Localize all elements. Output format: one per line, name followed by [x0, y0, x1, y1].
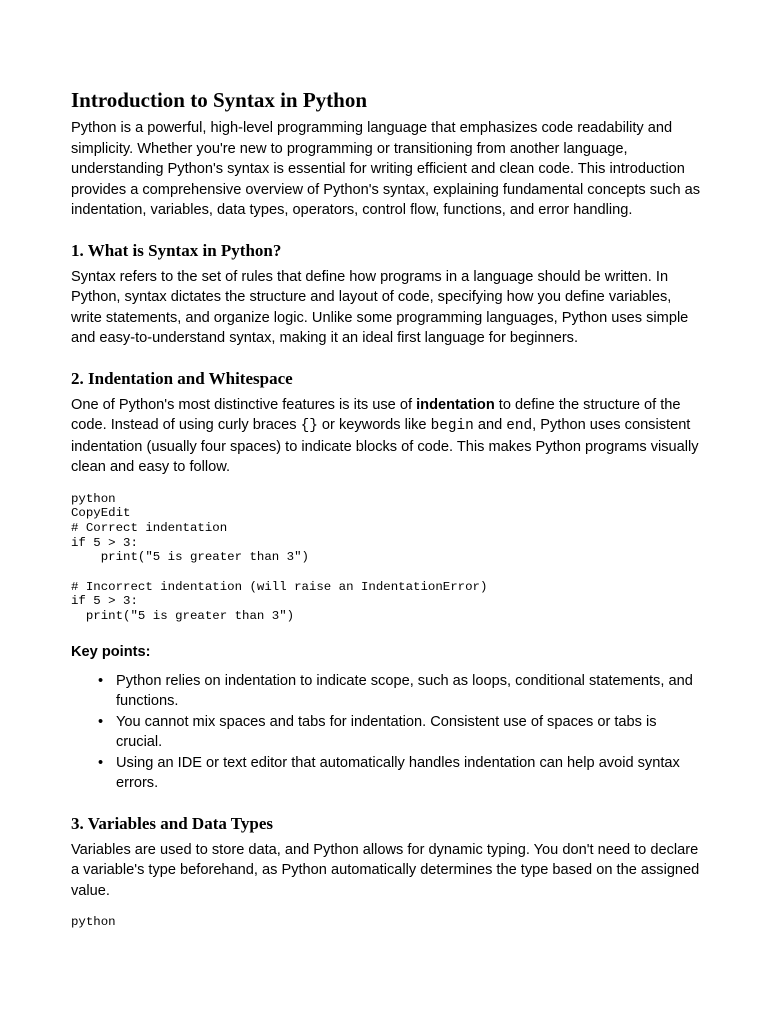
intro-paragraph: Python is a powerful, high-level programming language that emphasizes code readability and simplicity. Whether you're new to programming or transitioning from another language, understanding Python's syntax is essential for writing efficient and clean code. This introduction provides a comprehensive overview of Python's syntax, explaining fundamental concepts such as indentation, variables, data types, operators, control flow, functions, and error handling. [71, 120, 701, 218]
section-2-text-3: or keywords like [317, 417, 431, 433]
indentation-code-block: python CopyEdit # Correct indentation if 5 > 3: print("5 is greater than 3") # Incorrect indentation (will raise an IndentationError) if 5 > 3: print("5 is greater than 3") [71, 491, 488, 624]
section-1-body: Syntax refers to the set of rules that define how programs in a language should be written. In Python, syntax dictates the structure and layout of code, specifying how you define variables, write statements, and organize logic. Unlike some programming languages, Python uses simple and easy-to-understand syntax, making it an ideal first language for beginners. [71, 268, 689, 346]
key-point-text: Using an IDE or text editor that automatically handles indentation can help avoid syntax errors. [116, 754, 680, 792]
section-2-body [71, 395, 701, 478]
section-2-text-1: One of Python's most distinctive features is its use of [71, 396, 417, 413]
section-3-heading: 3. Variables and Data Types [71, 813, 273, 833]
list-item [98, 671, 701, 712]
begin-keyword-code: begin [430, 418, 474, 434]
key-points-list [71, 671, 701, 794]
section-2-heading: 2. Indentation and Whitespace [71, 368, 293, 388]
section-1-heading: 1. What is Syntax in Python? [71, 240, 282, 260]
document-page [71, 86, 701, 930]
key-point-text: Python relies on indentation to indicate scope, such as loops, conditional statements, and functions. [116, 672, 693, 710]
indentation-term: indentation [416, 396, 495, 413]
curly-braces-code: {} [300, 418, 318, 434]
bullet-icon: • [98, 713, 104, 730]
variables-code-block: python [71, 915, 116, 930]
bullet-icon: • [98, 754, 104, 771]
section-2-text-2: to define the structure of the code. Instead of using curly braces [71, 396, 681, 433]
bullet-icon: • [98, 672, 104, 689]
key-points-label: Key points: [71, 643, 151, 660]
section-2-text-5: , Python uses consistent indentation (usually four spaces) to indicate blocks of code. This makes Python programs visually clean and easy to follow. [71, 417, 699, 475]
list-item [98, 712, 701, 753]
key-point-text: You cannot mix spaces and tabs for indentation. Consistent use of spaces or tabs is crucial. [116, 713, 657, 751]
list-item [98, 753, 701, 794]
end-keyword-code: end [506, 418, 533, 434]
section-2-text-4: and [473, 417, 507, 433]
document-title: Introduction to Syntax in Python [71, 88, 368, 112]
section-3-body: Variables are used to store data, and Python allows for dynamic typing. You don't need to declare a variable's type beforehand, as Python automatically determines the type based on the assigned value. [71, 841, 700, 899]
